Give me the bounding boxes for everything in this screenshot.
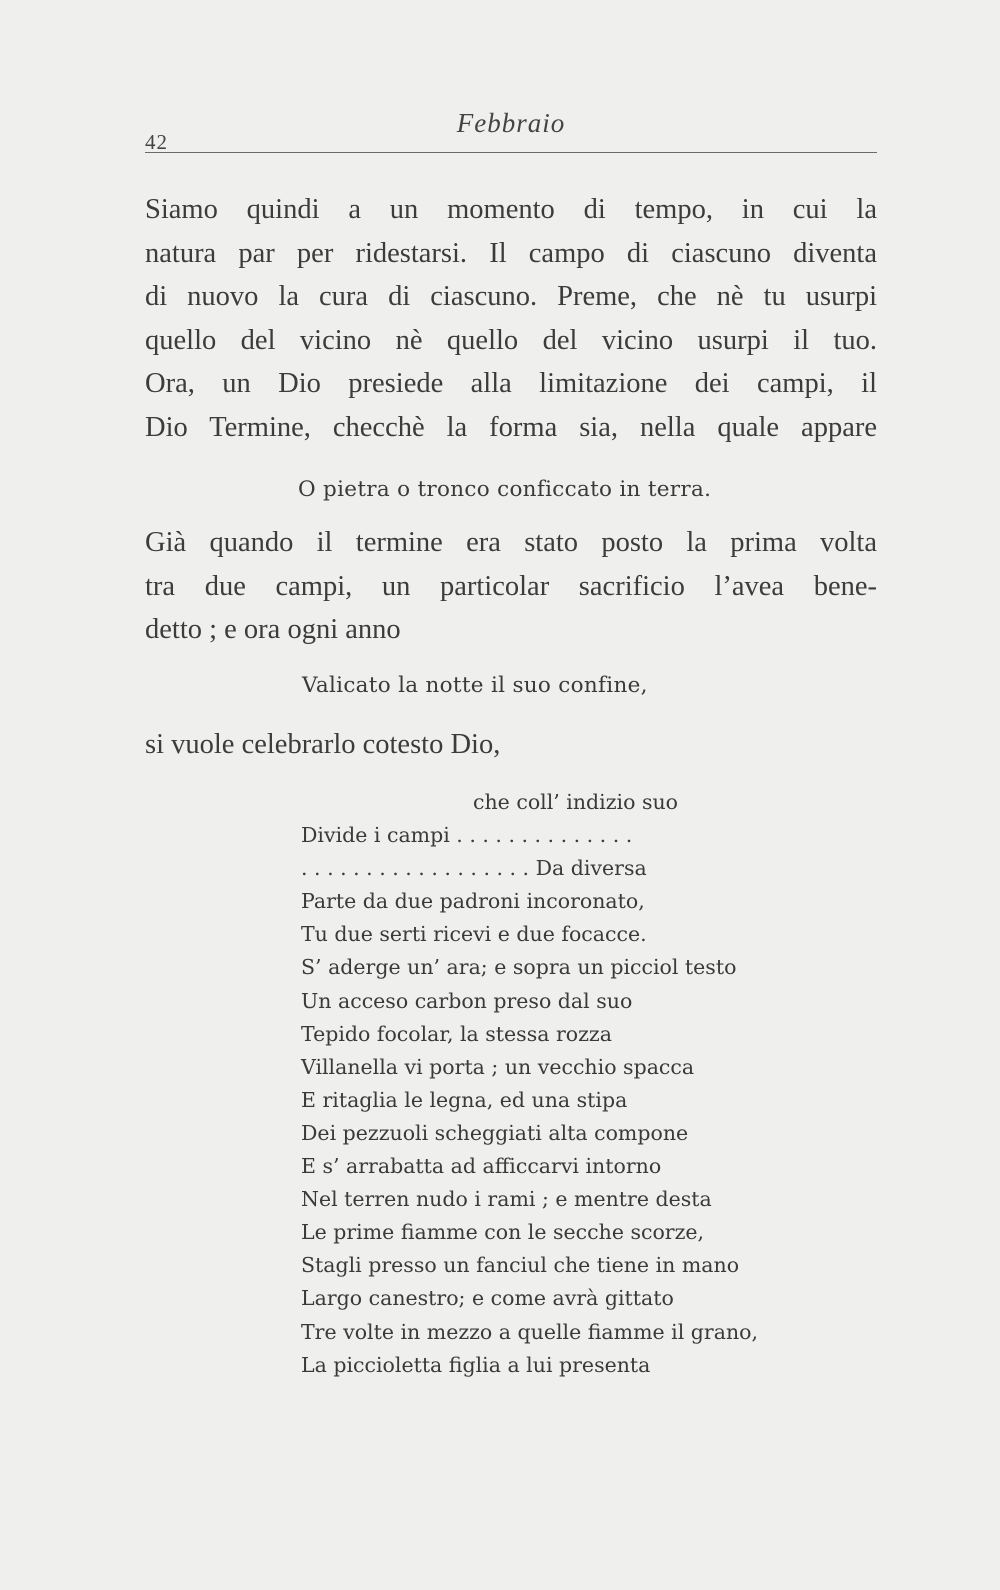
prose-line: quello del vicino nè quello del vicino usurpi il tuo. [145,324,877,356]
header-rule [145,152,877,153]
prose-line: Siamo quindi a un momento di tempo, in cui la [145,194,877,225]
poem-line: Nel terren nudo i rami ; e mentre desta [301,1187,712,1212]
poem-line: Divide i campi . . . . . . . . . . . . . . [301,823,633,848]
prose-line: Dio Termine, checchè la forma sia, nella quale appare [145,411,877,443]
prose-line: Già quando il termine era stato posto la prima volta [145,527,877,558]
poem-line: E s’ arrabatta ad afficcarvi intorno [301,1154,662,1179]
poem-line: E ritaglia le legna, ed una stipa [301,1087,628,1112]
poem-line: La piccioletta figlia a lui presenta [301,1352,651,1377]
poem-line: Stagli presso un fanciul che tiene in mano [301,1253,740,1278]
prose-paragraph-2 [145,521,877,652]
prose-paragraph-1 [145,188,877,449]
prose-line: natura par per ridestarsi. Il campo di ciascuno diventa [145,237,877,269]
poem-line: S’ aderge un’ ara; e sopra un picciol testo [301,955,737,980]
prose-paragraph-3 [145,723,877,767]
poem-line: Un acceso carbon preso dal suo [301,988,633,1013]
prose-line: detto ; e ora ogni anno [145,614,401,645]
page-number: 42 [145,130,168,154]
verse-quote-1: O pietra o tronco conficcato in terra. [298,477,712,502]
running-title: Febbraio [456,108,566,138]
poem-line: Le prime fiamme con le secche scorze, [301,1220,705,1245]
verse-quote-2: Valicato la notte il suo confine, [302,673,648,698]
prose-line: di nuovo la cura di ciascuno. Preme, che nè tu usurpi [145,281,877,312]
poem-line: Parte da due padroni incoronato, [301,889,645,914]
prose-line: Ora, un Dio presiede alla limitazione dei campi, il [145,368,877,399]
poem-line: . . . . . . . . . . . . . . . . . . Da diversa [301,856,647,881]
prose-line: tra due campi, un particolar sacrificio l’avea bene- [145,570,877,602]
poem-block [301,786,801,1382]
poem-line: Villanella vi porta ; un vecchio spacca [301,1054,695,1079]
page-header [145,104,877,154]
poem-line: Tu due serti ricevi e due focacce. [301,922,647,947]
poem-line: Tre volte in mezzo a quelle fiamme il grano, [301,1319,759,1344]
prose-line: si vuole celebrarlo cotesto Dio, [145,729,501,760]
poem-line: Largo canestro; e come avrà gittato [301,1286,674,1311]
poem-line: Tepido focolar, la stessa rozza [301,1021,612,1046]
poem-line: Dei pezzuoli scheggiati alta compone [301,1120,689,1145]
poem-line: che coll’ indizio suo [473,790,679,814]
